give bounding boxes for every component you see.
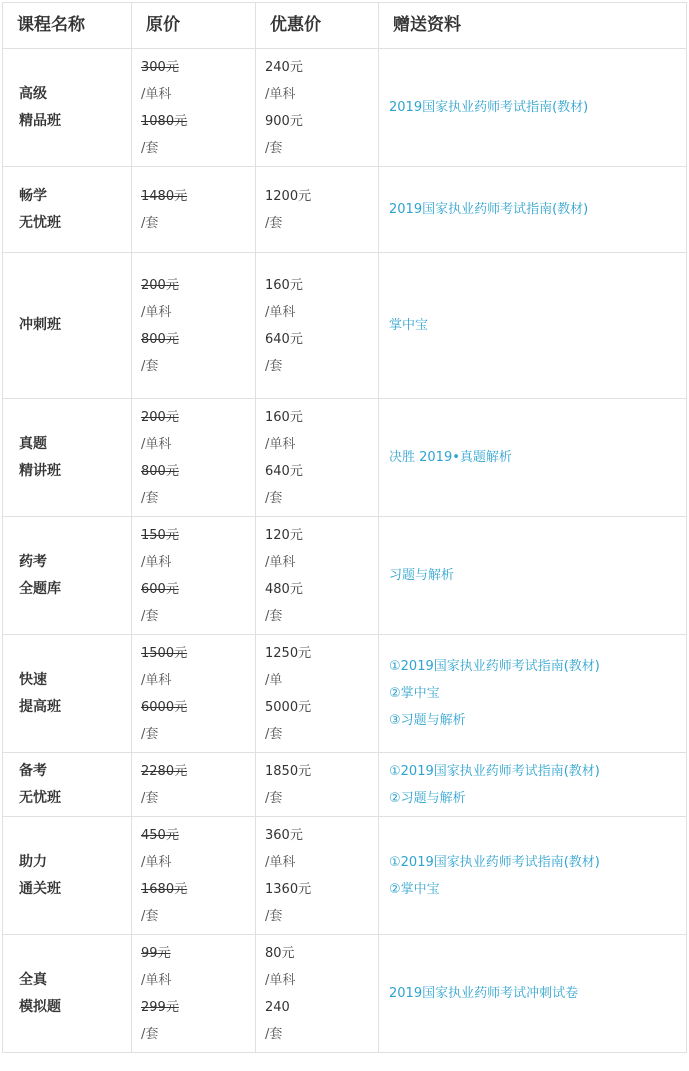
table-row (3, 167, 687, 253)
discount-price-line: /套 (265, 608, 283, 624)
original-price-line: /单科 (141, 86, 172, 102)
original-price-line: /套 (141, 608, 159, 624)
discount-price-line: /套 (265, 215, 283, 231)
course-name-line: 高级 (19, 85, 47, 102)
gift-materials (379, 517, 687, 635)
course-name-line: 精讲班 (19, 462, 61, 479)
original-price-line: /单科 (141, 554, 172, 570)
table-row (3, 517, 687, 635)
original-price-line: 2280元 (141, 763, 188, 779)
original-price-line: /套 (141, 726, 159, 742)
table-row (3, 935, 687, 1053)
original-price (132, 753, 256, 817)
course-name (3, 399, 132, 517)
discount-price-line: 1200元 (265, 188, 312, 204)
course-name-line: 畅学 (19, 187, 47, 204)
gift-materials (379, 753, 687, 817)
discount-price-line: 1250元 (265, 645, 312, 661)
original-price-line: /单科 (141, 972, 172, 988)
original-price (132, 635, 256, 753)
discount-price-line: /单科 (265, 304, 296, 320)
table-row (3, 399, 687, 517)
original-price-line: 600元 (141, 581, 179, 597)
course-name (3, 817, 132, 935)
original-price-line: 1480元 (141, 188, 188, 204)
original-price-line: 1680元 (141, 881, 188, 897)
gift-materials-line: 掌中宝 (389, 318, 429, 333)
table-row (3, 817, 687, 935)
discount-price (256, 935, 379, 1053)
course-name-line: 精品班 (19, 112, 61, 129)
original-price-line: 200元 (141, 277, 179, 293)
discount-price-line: /套 (265, 1026, 283, 1042)
discount-price-line: 5000元 (265, 699, 312, 715)
discount-price-line: 240元 (265, 59, 303, 75)
gift-materials (379, 635, 687, 753)
gift-materials-line: 习题与解析 (389, 568, 455, 583)
discount-price-line: /套 (265, 490, 283, 506)
original-price-line: /套 (141, 1026, 159, 1042)
discount-price (256, 753, 379, 817)
course-name-line: 真题 (19, 435, 47, 452)
original-price-line: 800元 (141, 331, 179, 347)
gift-materials-line: 决胜 2019•真题解析 (389, 450, 512, 465)
discount-price-line: /单科 (265, 972, 296, 988)
course-name-line: 提高班 (19, 698, 61, 715)
original-price (132, 49, 256, 167)
discount-price-line: 640元 (265, 331, 303, 347)
table-header-row (3, 3, 687, 49)
original-price-line: /套 (141, 140, 159, 156)
table-row (3, 635, 687, 753)
gift-materials (379, 935, 687, 1053)
discount-price-line: 160元 (265, 409, 303, 425)
original-price-line: 1080元 (141, 113, 188, 129)
discount-price-line: 120元 (265, 527, 303, 543)
original-price (132, 935, 256, 1053)
course-price-table (2, 2, 687, 1053)
discount-price-line: /套 (265, 358, 283, 374)
discount-price-line: /套 (265, 140, 283, 156)
course-name-line: 无忧班 (19, 214, 61, 231)
table-row (3, 753, 687, 817)
gift-materials-line: ①2019国家执业药师考试指南(教材) (389, 659, 600, 674)
discount-price-line: 640元 (265, 463, 303, 479)
header-course-name: 课程名称 (3, 3, 132, 49)
original-price-line: 300元 (141, 59, 179, 75)
original-price (132, 817, 256, 935)
original-price (132, 253, 256, 399)
discount-price-line: /套 (265, 908, 283, 924)
original-price-line: 450元 (141, 827, 179, 843)
discount-price (256, 817, 379, 935)
original-price-line: 6000元 (141, 699, 188, 715)
discount-price-line: 1360元 (265, 881, 312, 897)
discount-price-line: /单科 (265, 854, 296, 870)
discount-price-line: 900元 (265, 113, 303, 129)
course-name-line: 无忧班 (19, 789, 61, 806)
gift-materials-line: ③习题与解析 (389, 713, 466, 728)
original-price (132, 517, 256, 635)
original-price-line: /单科 (141, 854, 172, 870)
course-name (3, 753, 132, 817)
header-gift-materials: 赠送资料 (379, 3, 687, 49)
original-price-line: 150元 (141, 527, 179, 543)
original-price-line: 299元 (141, 999, 179, 1015)
original-price-line: /单科 (141, 304, 172, 320)
gift-materials-line: 2019国家执业药师考试指南(教材) (389, 202, 589, 217)
course-name-line: 药考 (19, 553, 47, 570)
original-price-line: /套 (141, 490, 159, 506)
course-name (3, 253, 132, 399)
discount-price-line: /套 (265, 726, 283, 742)
original-price-line: 99元 (141, 945, 171, 961)
original-price-line: 800元 (141, 463, 179, 479)
original-price (132, 399, 256, 517)
course-name-line: 通关班 (19, 880, 61, 897)
gift-materials-line: ①2019国家执业药师考试指南(教材) (389, 763, 600, 779)
original-price-line: /套 (141, 215, 159, 231)
course-name (3, 635, 132, 753)
course-name-line: 模拟题 (19, 998, 61, 1015)
original-price-line: 200元 (141, 409, 179, 425)
discount-price-line: 360元 (265, 827, 303, 843)
course-name (3, 49, 132, 167)
discount-price (256, 253, 379, 399)
gift-materials (379, 167, 687, 253)
original-price-line: /单科 (141, 672, 172, 688)
gift-materials-line: 2019国家执业药师考试指南(教材) (389, 100, 589, 115)
original-price (132, 167, 256, 253)
course-name-line: 备考 (19, 762, 47, 779)
original-price-line: /套 (141, 358, 159, 374)
course-name (3, 167, 132, 253)
gift-materials (379, 49, 687, 167)
course-name (3, 935, 132, 1053)
discount-price-line: 80元 (265, 945, 295, 961)
discount-price-line: /单 (265, 672, 283, 688)
course-name-line: 全题库 (19, 580, 61, 597)
original-price-line: /套 (141, 790, 159, 806)
discount-price (256, 399, 379, 517)
gift-materials (379, 399, 687, 517)
header-discount-price: 优惠价 (256, 3, 379, 49)
discount-price (256, 49, 379, 167)
discount-price (256, 517, 379, 635)
gift-materials-line: ②掌中宝 (389, 881, 440, 897)
gift-materials-line: ①2019国家执业药师考试指南(教材) (389, 854, 600, 870)
original-price-line: 1500元 (141, 645, 188, 661)
table-row (3, 253, 687, 399)
discount-price-line: /单科 (265, 436, 296, 452)
original-price-line: /单科 (141, 436, 172, 452)
header-original-price: 原价 (132, 3, 256, 49)
course-name-line: 助力 (19, 853, 47, 870)
original-price-line: /套 (141, 908, 159, 924)
table-row (3, 49, 687, 167)
discount-price-line: /单科 (265, 554, 296, 570)
course-name-line: 全真 (19, 971, 47, 988)
discount-price-line: 1850元 (265, 763, 312, 779)
discount-price-line: /单科 (265, 86, 296, 102)
discount-price-line: /套 (265, 790, 283, 806)
discount-price (256, 635, 379, 753)
course-name-line: 快速 (19, 671, 47, 688)
course-name (3, 517, 132, 635)
table-body (3, 49, 687, 1053)
discount-price-line: 240 (265, 999, 290, 1015)
gift-materials-line: 2019国家执业药师考试冲刺试卷 (389, 986, 579, 1001)
discount-price-line: 480元 (265, 581, 303, 597)
discount-price (256, 167, 379, 253)
gift-materials-line: ②掌中宝 (389, 686, 440, 701)
gift-materials (379, 253, 687, 399)
course-name-line: 冲刺班 (19, 317, 61, 333)
discount-price-line: 160元 (265, 277, 303, 293)
gift-materials (379, 817, 687, 935)
gift-materials-line: ②习题与解析 (389, 790, 466, 806)
